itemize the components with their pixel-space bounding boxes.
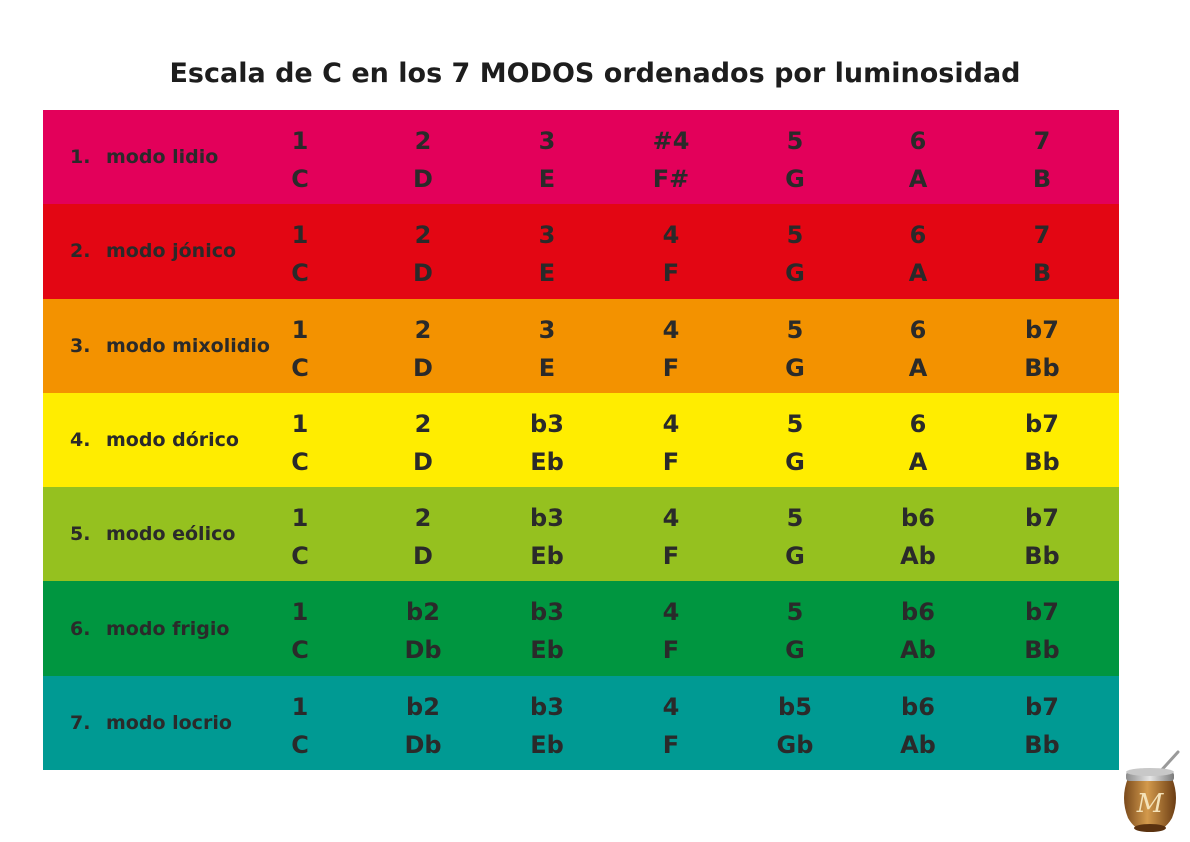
note: F#	[652, 165, 690, 193]
scale-cell	[878, 405, 958, 481]
note: E	[538, 165, 556, 193]
mode-number: 6.	[70, 617, 91, 640]
scale-cell	[878, 216, 958, 292]
degree: 6	[909, 315, 927, 344]
degree: 1	[291, 127, 309, 155]
scale-cell	[755, 405, 835, 481]
degree: 2	[414, 504, 432, 533]
degree: 7	[1033, 127, 1051, 155]
scale-cell	[507, 499, 587, 575]
note: G	[785, 447, 805, 476]
degree: 2	[414, 409, 432, 438]
degree: 4	[662, 598, 680, 627]
scale-cell	[383, 405, 463, 481]
scale-cell	[755, 311, 835, 387]
mode-row	[43, 204, 1119, 298]
degree: 4	[662, 409, 680, 438]
degree: 1	[291, 221, 309, 250]
scale-cell	[260, 593, 340, 669]
mode-name: modo locrio	[106, 711, 232, 734]
degree: 5	[786, 315, 804, 344]
mode-name: modo lidio	[106, 146, 219, 169]
scale-cell	[878, 593, 958, 669]
degree: 3	[538, 315, 556, 344]
degree: b3	[530, 409, 564, 438]
note: F	[662, 259, 680, 288]
mode-name: modo frigio	[106, 617, 230, 640]
degree: 4	[662, 315, 680, 344]
scale-cell	[631, 405, 711, 481]
mode-row	[43, 581, 1119, 675]
degree: 1	[291, 409, 309, 438]
scale-cell	[507, 593, 587, 669]
degree: 1	[291, 598, 309, 627]
mode-row	[43, 299, 1119, 393]
degree: #4	[652, 127, 690, 155]
degree: b3	[530, 504, 564, 533]
mode-row	[43, 487, 1119, 581]
mode-number: 4.	[70, 429, 91, 452]
scale-cell	[383, 216, 463, 292]
note: Eb	[530, 447, 564, 476]
note: F	[662, 730, 680, 759]
degree: 6	[909, 127, 927, 155]
scale-cell	[631, 122, 711, 198]
note: D	[413, 447, 433, 476]
mode-number: 2.	[70, 240, 91, 263]
note: G	[785, 636, 805, 665]
scale-cell	[260, 122, 340, 198]
scale-cell	[507, 688, 587, 764]
scale-cell	[1002, 499, 1082, 575]
scale-cell	[1002, 216, 1082, 292]
mode-label	[70, 676, 232, 770]
note: D	[413, 353, 433, 382]
modes-table	[43, 110, 1119, 770]
scale-cell	[631, 499, 711, 575]
scale-cell	[383, 311, 463, 387]
degree: 6	[909, 221, 927, 250]
degree: b2	[406, 598, 440, 627]
note: Bb	[1024, 542, 1060, 571]
degree: 5	[786, 598, 804, 627]
note: C	[291, 542, 309, 571]
degree: b7	[1025, 504, 1059, 533]
degree: b5	[778, 692, 812, 721]
note: G	[785, 165, 805, 193]
degree: 1	[291, 692, 309, 721]
scale-cell	[755, 216, 835, 292]
note: D	[413, 542, 433, 571]
note: C	[291, 165, 309, 193]
mode-row	[43, 393, 1119, 487]
mode-label	[70, 581, 229, 675]
note: F	[662, 636, 680, 665]
note: C	[291, 730, 309, 759]
mode-name: modo dórico	[106, 429, 239, 452]
degree: b6	[901, 692, 935, 721]
mode-name: modo jónico	[106, 240, 237, 263]
note: Ab	[900, 542, 936, 571]
scale-cell	[1002, 688, 1082, 764]
mode-number: 5.	[70, 523, 91, 546]
note: G	[785, 353, 805, 382]
note: E	[538, 259, 556, 288]
note: A	[908, 259, 928, 288]
degree: 1	[291, 504, 309, 533]
degree: 4	[662, 221, 680, 250]
mode-number: 1.	[70, 146, 91, 169]
scale-cell	[260, 311, 340, 387]
note: Bb	[1024, 353, 1060, 382]
note: C	[291, 353, 309, 382]
note: F	[662, 542, 680, 571]
mode-name: modo mixolidio	[106, 334, 270, 357]
note: E	[538, 353, 556, 382]
scale-cell	[507, 122, 587, 198]
scale-cell	[260, 405, 340, 481]
scale-cell	[1002, 311, 1082, 387]
mate-gourd-icon	[1118, 748, 1182, 836]
mode-number: 7.	[70, 711, 91, 734]
degree: 5	[786, 409, 804, 438]
degree: 3	[538, 221, 556, 250]
mode-label	[70, 393, 239, 487]
mode-label	[70, 487, 235, 581]
scale-cell	[755, 593, 835, 669]
degree: b3	[530, 598, 564, 627]
note: D	[413, 259, 433, 288]
note: Eb	[530, 542, 564, 571]
mode-row	[43, 110, 1119, 204]
note: A	[908, 447, 928, 476]
degree: 2	[414, 221, 432, 250]
scale-cell	[1002, 405, 1082, 481]
degree: 2	[414, 315, 432, 344]
note: F	[662, 447, 680, 476]
scale-cell	[755, 499, 835, 575]
logo-letter: M	[1136, 789, 1164, 819]
scale-cell	[878, 311, 958, 387]
degree: 6	[909, 409, 927, 438]
degree: 3	[538, 127, 556, 155]
degree: b6	[901, 504, 935, 533]
scale-cell	[383, 499, 463, 575]
degree: 7	[1033, 221, 1051, 250]
scale-cell	[507, 216, 587, 292]
note: Bb	[1024, 447, 1060, 476]
scale-cell	[631, 593, 711, 669]
note: Eb	[530, 730, 564, 759]
degree: b3	[530, 692, 564, 721]
note: A	[908, 165, 928, 193]
scale-cell	[755, 688, 835, 764]
degree: b7	[1025, 409, 1059, 438]
scale-cell	[631, 311, 711, 387]
mode-label	[70, 299, 270, 393]
note: A	[908, 353, 928, 382]
note: C	[291, 636, 309, 665]
mode-row	[43, 676, 1119, 770]
scale-cell	[383, 122, 463, 198]
degree: 4	[662, 504, 680, 533]
note: Bb	[1024, 636, 1060, 665]
degree: b2	[406, 692, 440, 721]
note: B	[1032, 165, 1052, 193]
degree: b7	[1025, 315, 1059, 344]
note: Eb	[530, 636, 564, 665]
note: Ab	[900, 636, 936, 665]
scale-cell	[755, 122, 835, 198]
degree: 5	[786, 504, 804, 533]
scale-cell	[260, 499, 340, 575]
scale-cell	[260, 216, 340, 292]
scale-cell	[507, 405, 587, 481]
scale-cell	[1002, 593, 1082, 669]
note: B	[1032, 259, 1052, 288]
note: G	[785, 542, 805, 571]
note: Gb	[776, 730, 814, 759]
note: C	[291, 447, 309, 476]
scale-cell	[383, 688, 463, 764]
note: C	[291, 259, 309, 288]
scale-cell	[878, 688, 958, 764]
scale-cell	[260, 688, 340, 764]
note: Ab	[900, 730, 936, 759]
mode-name: modo eólico	[106, 523, 236, 546]
degree: b7	[1025, 598, 1059, 627]
degree: 1	[291, 315, 309, 344]
degree: b7	[1025, 692, 1059, 721]
mode-label	[70, 110, 218, 204]
scale-cell	[631, 688, 711, 764]
note: Db	[404, 730, 442, 759]
note: Db	[404, 636, 442, 665]
note: D	[413, 165, 433, 193]
mode-label	[70, 204, 236, 298]
scale-cell	[878, 122, 958, 198]
scale-cell	[383, 593, 463, 669]
degree: 5	[786, 127, 804, 155]
degree: 5	[786, 221, 804, 250]
scale-cell	[631, 216, 711, 292]
mode-number: 3.	[70, 334, 91, 357]
scale-cell	[878, 499, 958, 575]
scale-cell	[507, 311, 587, 387]
scale-cell	[1002, 122, 1082, 198]
note: Bb	[1024, 730, 1060, 759]
degree: 2	[414, 127, 432, 155]
note: F	[662, 353, 680, 382]
degree: 4	[662, 692, 680, 721]
note: G	[785, 259, 805, 288]
degree: b6	[901, 598, 935, 627]
page-title: Escala de C en los 7 MODOS ordenados por luminosidad	[169, 58, 1021, 89]
